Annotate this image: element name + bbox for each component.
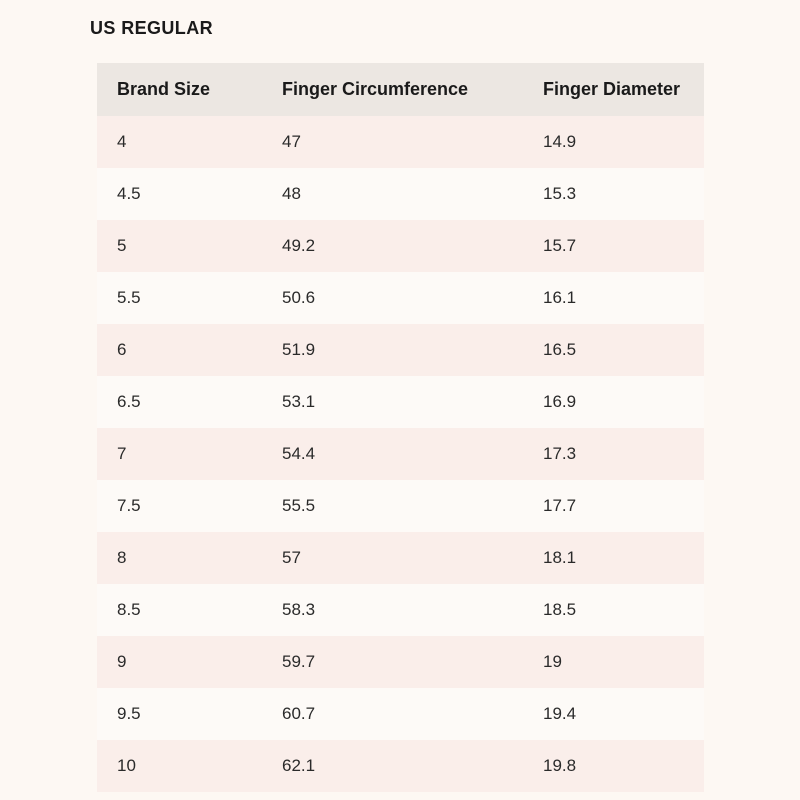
table-header-row [97, 63, 704, 116]
table-row [97, 740, 704, 792]
table-row [97, 168, 704, 220]
table-row [97, 324, 704, 376]
table-row [97, 636, 704, 688]
cell-finger-circumference: 51.9 [262, 324, 523, 376]
cell-brand-size: 9 [97, 636, 262, 688]
cell-brand-size: 6.5 [97, 376, 262, 428]
cell-finger-circumference: 59.7 [262, 636, 523, 688]
cell-finger-diameter: 15.3 [523, 168, 704, 220]
column-header-brand-size: Brand Size [97, 63, 262, 116]
cell-brand-size: 6 [97, 324, 262, 376]
page-title: US REGULAR [90, 18, 214, 38]
cell-finger-circumference: 53.1 [262, 376, 523, 428]
cell-finger-circumference: 49.2 [262, 220, 523, 272]
cell-brand-size: 10 [97, 740, 262, 792]
table-row [97, 376, 704, 428]
cell-finger-diameter: 16.9 [523, 376, 704, 428]
table-row [97, 272, 704, 324]
cell-finger-circumference: 50.6 [262, 272, 523, 324]
cell-finger-diameter: 17.3 [523, 428, 704, 480]
ring-size-table [97, 63, 704, 792]
cell-finger-diameter: 18.1 [523, 532, 704, 584]
cell-finger-diameter: 18.5 [523, 584, 704, 636]
table-row [97, 688, 704, 740]
cell-brand-size: 5.5 [97, 272, 262, 324]
cell-brand-size: 8 [97, 532, 262, 584]
table-body [97, 116, 704, 792]
cell-finger-diameter: 17.7 [523, 480, 704, 532]
size-table-container [97, 63, 704, 792]
cell-finger-circumference: 60.7 [262, 688, 523, 740]
cell-finger-diameter: 19 [523, 636, 704, 688]
cell-brand-size: 7.5 [97, 480, 262, 532]
cell-brand-size: 8.5 [97, 584, 262, 636]
cell-finger-circumference: 58.3 [262, 584, 523, 636]
cell-finger-diameter: 16.5 [523, 324, 704, 376]
cell-finger-circumference: 48 [262, 168, 523, 220]
column-header-finger-circumference: Finger Circumference [262, 63, 523, 116]
cell-finger-diameter: 19.4 [523, 688, 704, 740]
cell-finger-circumference: 62.1 [262, 740, 523, 792]
cell-finger-diameter: 16.1 [523, 272, 704, 324]
cell-finger-circumference: 54.4 [262, 428, 523, 480]
cell-finger-diameter: 14.9 [523, 116, 704, 168]
cell-finger-circumference: 57 [262, 532, 523, 584]
cell-brand-size: 5 [97, 220, 262, 272]
cell-brand-size: 4.5 [97, 168, 262, 220]
cell-finger-diameter: 19.8 [523, 740, 704, 792]
cell-finger-circumference: 47 [262, 116, 523, 168]
cell-brand-size: 9.5 [97, 688, 262, 740]
column-header-finger-diameter: Finger Diameter [523, 63, 704, 116]
table-row [97, 584, 704, 636]
table-row [97, 532, 704, 584]
table-header [97, 63, 704, 116]
table-row [97, 220, 704, 272]
table-row [97, 480, 704, 532]
cell-brand-size: 4 [97, 116, 262, 168]
cell-brand-size: 7 [97, 428, 262, 480]
cell-finger-diameter: 15.7 [523, 220, 704, 272]
table-row [97, 116, 704, 168]
cell-finger-circumference: 55.5 [262, 480, 523, 532]
table-row [97, 428, 704, 480]
